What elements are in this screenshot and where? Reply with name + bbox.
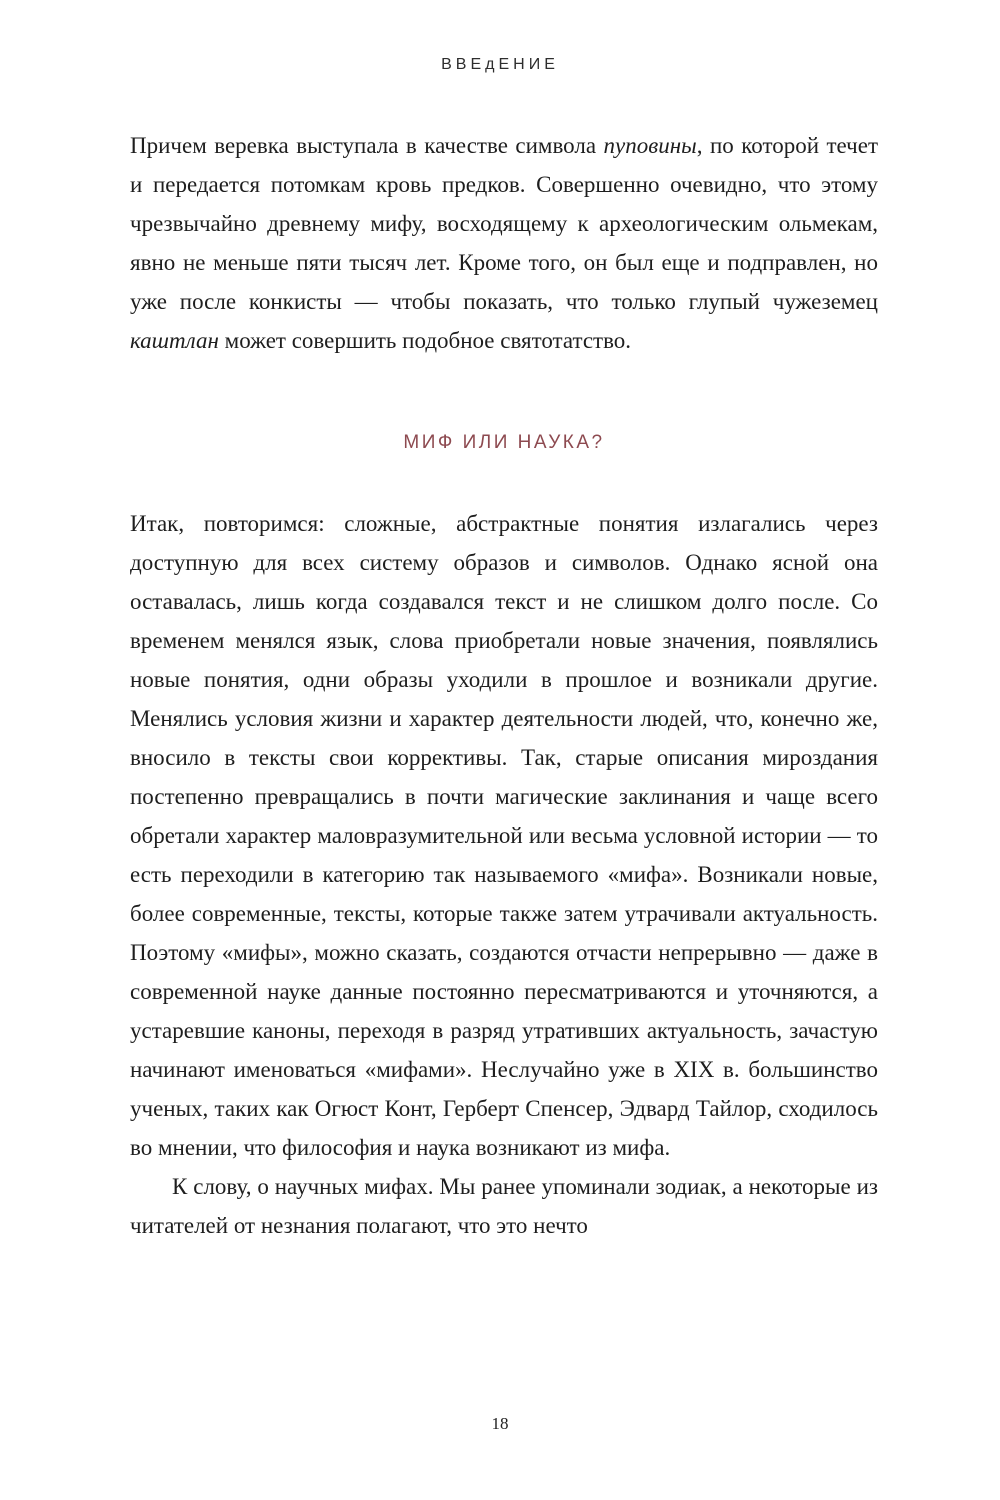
paragraph-intro — [130, 0, 878, 360]
page-number: 18 — [491, 1414, 509, 1433]
text-segment: , по которой течет и передается потомкам кровь предков. Совершенно очевидно, что этому чрезвычайно древнему мифу, восходящему к археологическим ольмекам, явно не меньше пяти тысяч лет. Кроме того, он был еще и подправлен, но уже после конкисты — чтобы показать, что только глупый чужеземец — [130, 133, 878, 314]
text-segment: может совершить подобное святотатство. — [218, 328, 632, 353]
italic-term-kashtlan: каштлан — [130, 328, 219, 353]
paragraph-closing: К слову, о научных мифах. Мы ранее упоминали зодиак, а некоторые из читателей от незнания полагают, что это нечто — [130, 1174, 878, 1238]
section-heading: МИФ ИЛИ НАУКА? — [403, 432, 605, 453]
running-head: ВВЕдЕНИЕ — [441, 56, 559, 73]
paragraph-myth-or-science: Итак, повторимся: сложные, абстрактные понятия излагались через доступную для всех систему образов и символов. Однако ясной она оставалась, лишь когда создавался текст и не слишком долго после. Со временем менялся язык, слова приобретали новые значения, появлялись новые понятия, одни образы уходили в прошлое и возникали другие. Менялись условия жизни и характер деятельности людей, что, конечно же, вносило в тексты свои коррективы. Так, старые описания мироздания постепенно превращались в почти магические заклинания и чаще всего обретали характер маловразумительной или весьма условной истории — то есть переходили в категорию так называемого «мифа». Возникали новые, более современные, тексты, которые также затем утрачивали актуальность. Поэтому «мифы», можно сказать, создаются отчасти непрерывно — даже в современной науке данные постоянно пересматриваются и уточняются, а устаревшие каноны, переходя в разряд утративших актуальность, зачастую начинают именоваться «мифами». Неслучайно уже в XIX в. большинство ученых, таких как Огюст Конт, Герберт Спенсер, Эдвард Тайлор, сходилось во мнении, что философия и наука возникают из мифа. — [130, 511, 878, 1160]
italic-term-pupoviny: пуповины — [603, 133, 697, 158]
text-segment: Причем веревка выступала в качестве символа — [130, 133, 604, 158]
